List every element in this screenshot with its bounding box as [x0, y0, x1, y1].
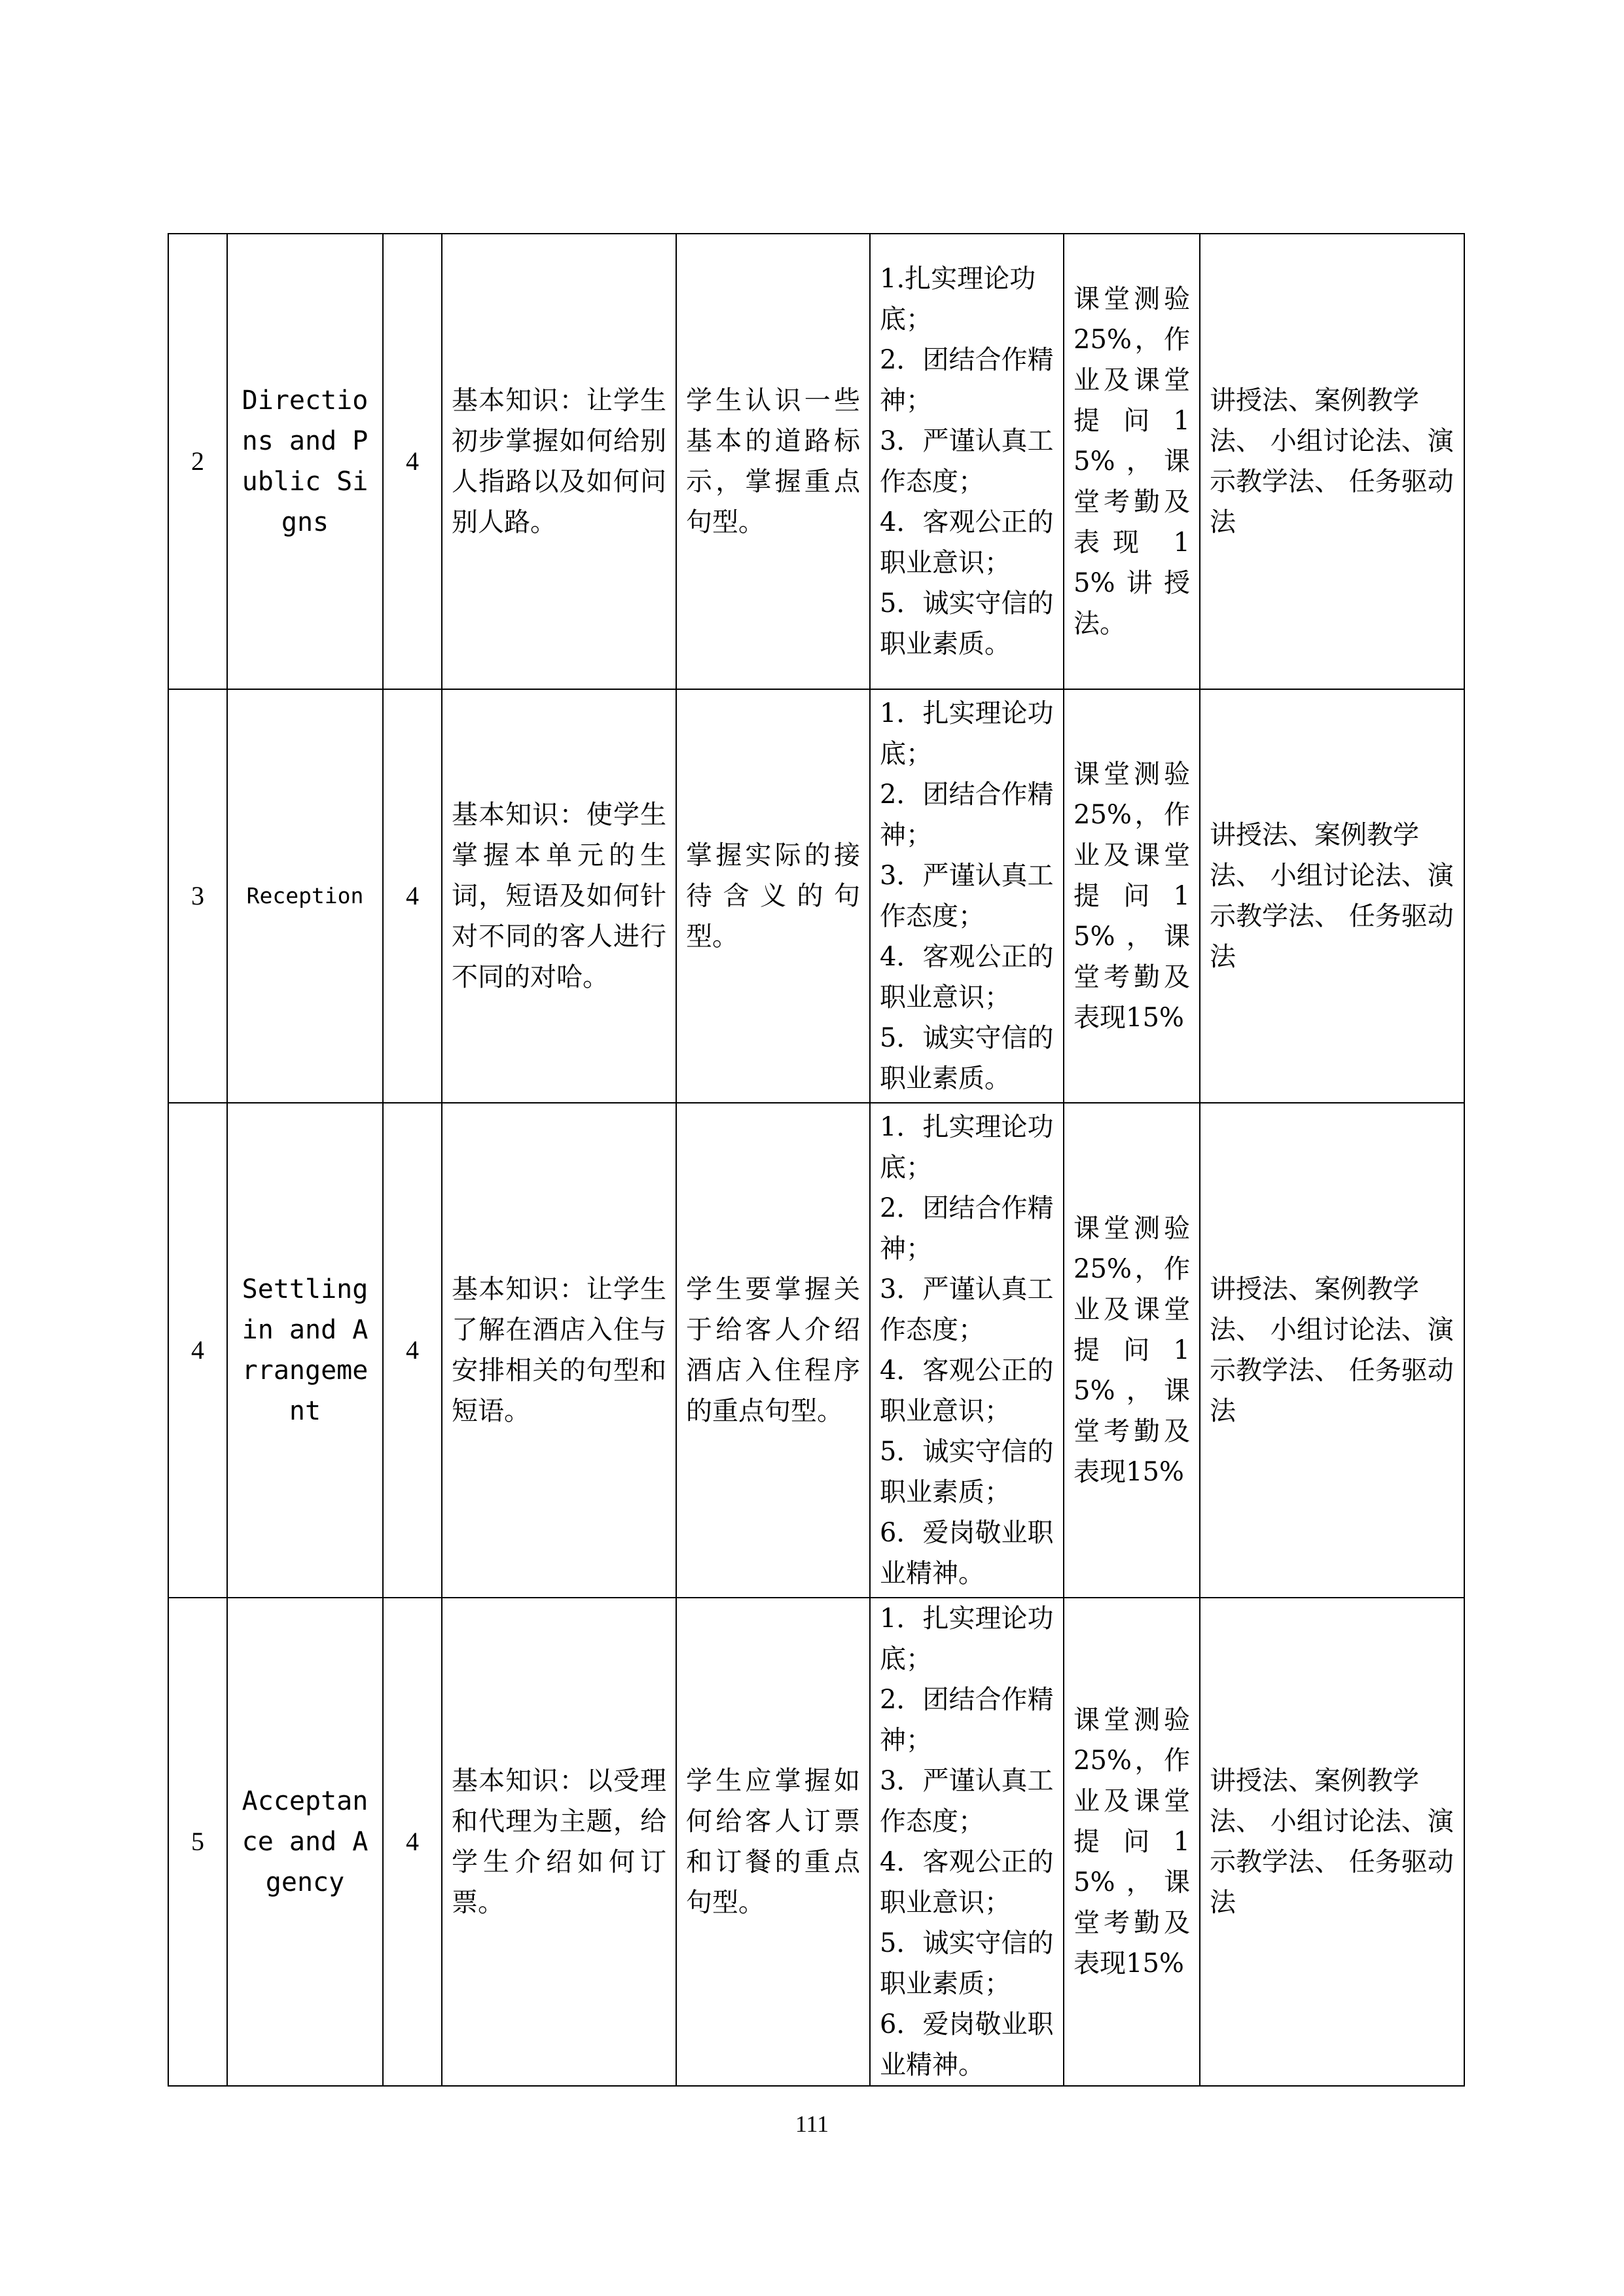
quality-item: 2．团结合作精神； — [880, 345, 1054, 416]
class-hours: 4 — [383, 689, 442, 1103]
knowledge-objective: 基本知识：使学生掌握本单元的生词，短语及如何针对不同的客人进行不同的对哈。 — [442, 689, 676, 1103]
quality-item: 5．诚实守信的职业素质。 — [880, 1023, 1054, 1094]
quality-item: 1.扎实理论功底； — [880, 264, 1036, 334]
quality-objective — [870, 689, 1064, 1103]
class-hours: 4 — [383, 1103, 442, 1598]
knowledge-objective: 基本知识：让学生了解在酒店入住与安排相关的句型和短语。 — [442, 1103, 676, 1598]
unit-topic: Directions and Public Signs — [227, 234, 383, 689]
quality-item: 3．严谨认真工作态度； — [880, 426, 1054, 497]
assessment-method: 课堂测验25%，作业及课堂提问15%，课堂考勤及表现15% — [1064, 1598, 1200, 2086]
quality-item: 2．团结合作精神； — [880, 780, 1054, 850]
skill-objective: 掌握实际的接待含义的句型。 — [676, 689, 870, 1103]
page-number: 111 — [795, 2111, 829, 2137]
knowledge-objective: 基本知识：以受理和代理为主题，给学生介绍如何订票。 — [442, 1598, 676, 2086]
quality-objective — [870, 234, 1064, 689]
quality-item: 6．爱岗敬业职业精神。 — [880, 1518, 1054, 1588]
table-row — [168, 1103, 1464, 1598]
course-content-table — [168, 233, 1465, 2087]
unit-topic: Acceptance and Agency — [227, 1598, 383, 2086]
row-number: 3 — [168, 689, 227, 1103]
quality-item: 5．诚实守信的职业素质； — [880, 1928, 1054, 1999]
quality-item: 4．客观公正的职业意识； — [880, 1355, 1054, 1426]
skill-objective: 学生要掌握关于给客人介绍酒店入住程序的重点句型。 — [676, 1103, 870, 1598]
class-hours: 4 — [383, 234, 442, 689]
teaching-method: 讲授法、案例教学法、 小组讨论法、演示教学法、 任务驱动法 — [1200, 234, 1464, 689]
quality-item: 2．团结合作精神； — [880, 1685, 1054, 1755]
class-hours: 4 — [383, 1598, 442, 2086]
assessment-method: 课堂测验25%，作业及课堂提问15%，课堂考勤及表现 15%讲授法。 — [1064, 234, 1200, 689]
quality-item: 4．客观公正的职业意识； — [880, 507, 1054, 578]
quality-objective — [870, 1598, 1064, 2086]
quality-item: 4．客观公正的职业意识； — [880, 1847, 1054, 1918]
knowledge-objective: 基本知识：让学生初步掌握如何给别人指路以及如何问别人路。 — [442, 234, 676, 689]
teaching-method: 讲授法、案例教学法、 小组讨论法、演示教学法、 任务驱动法 — [1200, 689, 1464, 1103]
quality-objective — [870, 1103, 1064, 1598]
unit-topic: Settling in and Arrangement — [227, 1103, 383, 1598]
quality-item: 3．严谨认真工作态度； — [880, 1766, 1054, 1837]
assessment-method: 课堂测验25%，作业及课堂提问15%，课堂考勤及表现15% — [1064, 1103, 1200, 1598]
quality-item: 1．扎实理论功底； — [880, 1112, 1054, 1183]
quality-item: 5．诚实守信的职业素质。 — [880, 588, 1054, 659]
skill-objective: 学生认识一些基本的道路标示，掌握重点句型。 — [676, 234, 870, 689]
quality-item: 1．扎实理论功底； — [880, 1604, 1054, 1674]
assessment-method: 课堂测验25%，作业及课堂提问15%，课堂考勤及表现15% — [1064, 689, 1200, 1103]
quality-item: 5．诚实守信的职业素质； — [880, 1437, 1054, 1507]
quality-item: 3．严谨认真工作态度； — [880, 1274, 1054, 1345]
teaching-method: 讲授法、案例教学法、 小组讨论法、演示教学法、 任务驱动法 — [1200, 1598, 1464, 2086]
table-row — [168, 689, 1464, 1103]
skill-objective: 学生应掌握如何给客人订票和订餐的重点句型。 — [676, 1598, 870, 2086]
quality-item: 1．扎实理论功底； — [880, 698, 1054, 769]
quality-item: 4．客观公正的职业意识； — [880, 942, 1054, 1013]
unit-topic: Reception — [227, 689, 383, 1103]
quality-item: 6．爱岗敬业职业精神。 — [880, 2009, 1054, 2080]
quality-item: 3．严谨认真工作态度； — [880, 861, 1054, 931]
table-row — [168, 234, 1464, 689]
teaching-method: 讲授法、案例教学法、 小组讨论法、演示教学法、 任务驱动法 — [1200, 1103, 1464, 1598]
row-number: 5 — [168, 1598, 227, 2086]
quality-item: 2．团结合作精神； — [880, 1193, 1054, 1264]
table-row — [168, 1598, 1464, 2086]
row-number: 2 — [168, 234, 227, 689]
row-number: 4 — [168, 1103, 227, 1598]
